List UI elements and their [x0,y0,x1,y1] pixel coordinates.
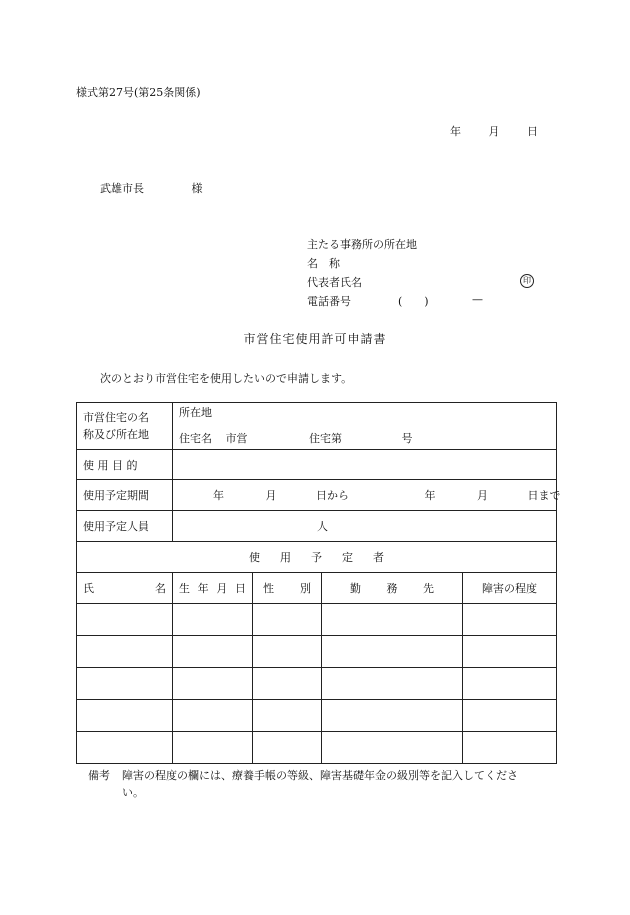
col-workplace-char-2: 務 [386,582,398,595]
date-month: 月 [488,125,500,138]
persons-unit: 人 [317,520,328,533]
period-start-day: 日から [316,489,349,502]
table-row [77,732,557,764]
document-title: 市営住宅使用許可申請書 [243,332,387,346]
period-end-day: 日まで [527,489,561,502]
col-birth-char-2: 年 [197,582,209,595]
form-number: 様式第27号(第25条関係) [76,86,201,99]
table-row [77,668,557,700]
users-header [77,542,557,573]
col-birth-char-1: 生 [179,582,190,595]
remarks-text-line2: い。 [122,786,144,799]
housing-number-suffix: 号 [401,432,413,445]
date-year: 年 [450,125,461,138]
addressee-name: 武雄市長 [100,182,144,195]
applicant-address-label: 主たる事務所の所在地 [307,238,417,251]
remarks-text-line1: 障害の程度の欄には、療養手帳の等級、障害基礎年金の級別等を記入してくださ [122,769,518,782]
col-birth-header [173,573,253,604]
col-name-char-2: 名 [155,582,166,595]
remarks-label: 備考 [88,769,110,782]
date-line [450,123,538,139]
applicant-phone-dash: — [472,293,483,306]
housing-label-line2: 称及び所在地 [83,428,149,441]
col-sex-char-2: 別 [300,582,311,595]
housing-label-cell [77,403,173,450]
period-start-year: 年 [213,489,224,502]
housing-name-label: 住宅名 [179,432,212,445]
location-label: 所在地 [179,406,212,419]
addressee [100,180,203,196]
date-day: 日 [527,125,538,138]
users-header-char-3: 予 [311,551,322,564]
table-row [77,700,557,732]
seal-icon: 印 [520,274,534,288]
users-header-char-1: 使 [249,551,260,564]
city-housing-label: 市営 [225,432,248,445]
col-workplace-char-1: 勤 [350,582,361,595]
applicant-phone-paren: ( ) [398,295,429,308]
applicant-phone-label: 電話番号 [307,295,351,308]
period-end-year: 年 [424,489,436,502]
col-name-char-1: 氏 [83,582,94,595]
users-header-char-2: 用 [280,551,291,564]
col-birth-char-3: 月 [216,582,228,595]
table-row [77,604,557,636]
applicant-rep-label: 代表者氏名 [307,276,362,289]
application-table [76,402,561,764]
document-intro: 次のとおり市営住宅を使用したいので申請します。 [100,372,353,385]
housing-no-label: 住宅第 [309,432,342,445]
housing-name-line [179,430,550,446]
col-sex-char-1: 性 [263,582,274,595]
period-start-month: 月 [265,489,277,502]
col-sex-header [253,573,322,604]
housing-label-line1: 市営住宅の名 [83,411,149,424]
housing-value-cell [173,403,557,450]
purpose-label: 使 用 目 的 [77,450,173,480]
table-row [77,636,557,668]
purpose-value [173,450,557,480]
users-header-char-5: 者 [373,551,384,564]
persons-value [173,511,557,542]
col-workplace-header [322,573,463,604]
period-end-month: 月 [477,489,488,502]
col-workplace-char-3: 先 [423,582,434,595]
persons-label: 使用予定人員 [77,511,173,542]
col-birth-char-4: 日 [234,582,246,595]
col-disability-header: 障害の程度 [463,573,557,604]
col-name-header [77,573,173,604]
users-header-char-4: 定 [342,551,353,564]
applicant-name-label: 名 称 [307,257,340,270]
period-value [173,480,561,511]
period-label: 使用予定期間 [77,480,173,511]
addressee-honorific: 様 [191,182,203,195]
